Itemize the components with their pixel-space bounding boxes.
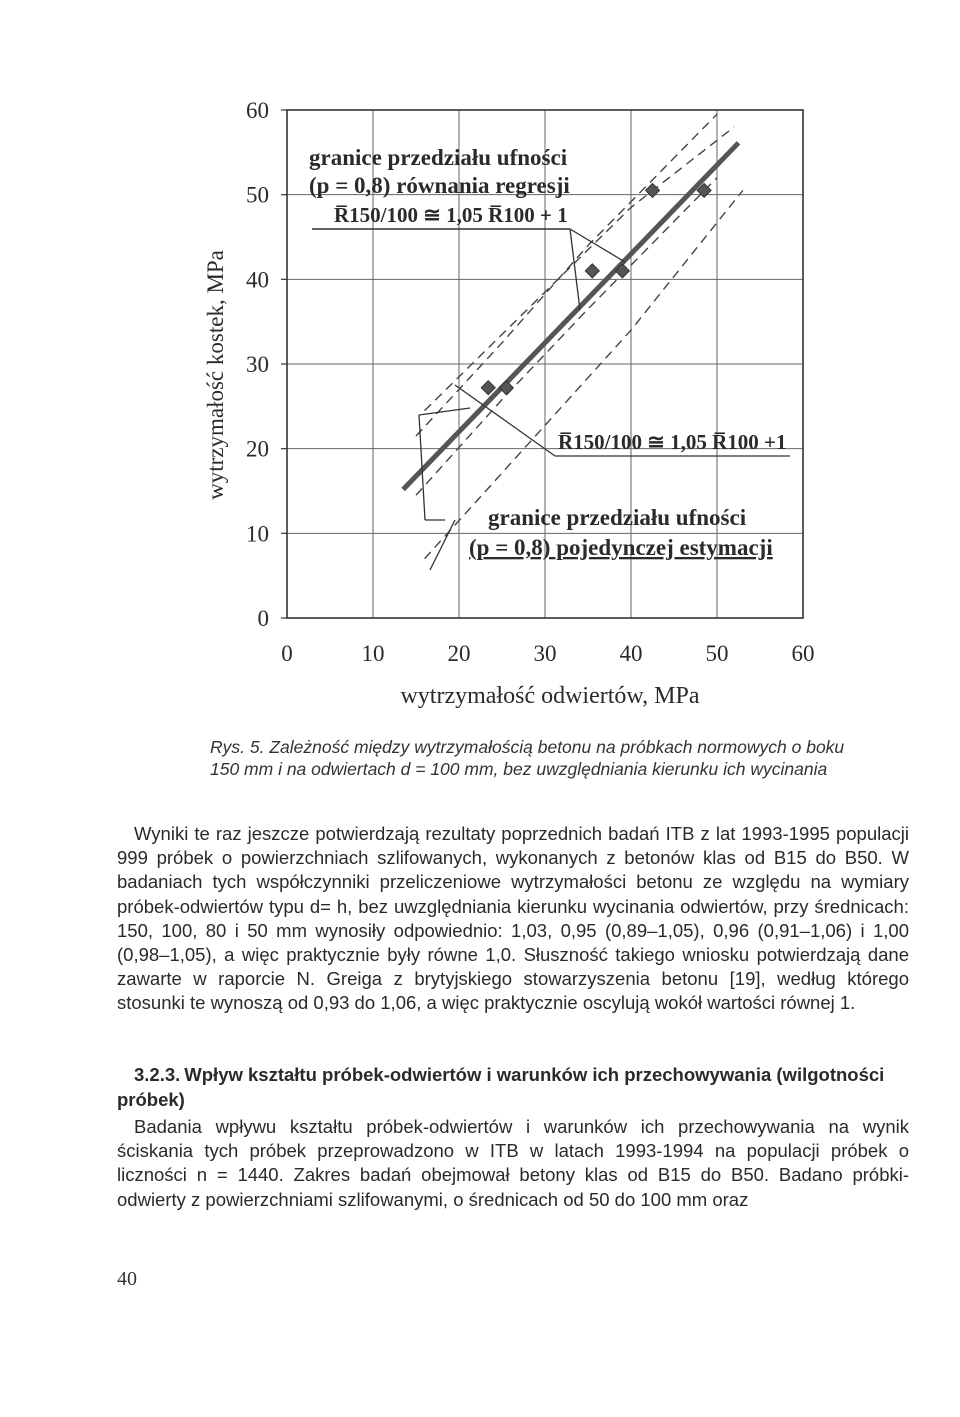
main-formula: R̅150/100 ≅ 1,05 R̅100 +1	[558, 430, 787, 454]
data-point	[585, 264, 599, 278]
x-tick-label: 40	[619, 641, 643, 666]
regression-band-sub: (p = 0,8) równania regresji	[309, 173, 570, 198]
paragraph-2	[117, 1115, 909, 1212]
y-tick-label: 10	[246, 521, 269, 547]
paragraph-1	[117, 822, 909, 1016]
regression-band-formula: R̅150/100 ≅ 1,05 R̅100 + 1	[334, 203, 568, 227]
x-tick-label: 60	[791, 641, 815, 666]
x-tick-label: 30	[533, 641, 557, 666]
individual-band-sub: (p = 0,8) pojedynczej estymacji	[469, 535, 773, 560]
section-number: 3.2.3.	[134, 1064, 181, 1085]
y-axis-label: wytrzymałość kostek, MPa	[203, 250, 228, 500]
paragraph-2-text: Badania wpływu kształtu próbek-odwiertów i warunków ich przechowywania na wynik ściskania tych próbek przeprowadzono w ITB w latach 1993-1994 na populacji próbek o liczności n = 1440. Zakres badań obejmował betony klas od B15 do B50. Badano próbki-odwierty z powierzchniami szlifowanymi, o średnicach od 50 do 100 mm oraz	[117, 1116, 909, 1210]
x-tick-label: 0	[281, 641, 293, 666]
page-number: 40	[117, 1268, 137, 1290]
y-tick-label: 60	[246, 98, 269, 123]
data-point	[481, 381, 495, 395]
section-heading	[117, 1062, 909, 1112]
y-tick-label: 20	[246, 436, 269, 462]
x-tick-label: 10	[361, 641, 385, 666]
figure-caption: Rys. 5. Zależność między wytrzymałością betonu na próbkach normowych o boku 150 mm i na odwiertach d = 100 mm, bez uwzględniania kierunku ich wycinania	[210, 737, 845, 779]
leader-regression-band-1	[570, 229, 580, 310]
x-axis-label: wytrzymałość odwiertów, MPa	[400, 683, 700, 709]
section-title: Wpływ kształtu próbek-odwiertów i warunków ich przechowywania (wilgotności próbek)	[117, 1064, 885, 1110]
y-tick-label: 0	[257, 606, 269, 631]
x-tick-labels	[281, 641, 814, 666]
data-point	[499, 381, 513, 395]
leader-individual-band-4	[430, 520, 455, 570]
x-tick-label: 20	[447, 641, 471, 666]
y-tick-label: 40	[246, 267, 269, 293]
regression-band-title: granice przedziału ufności	[309, 145, 568, 170]
x-tick-label: 50	[705, 641, 729, 666]
individual-band-title: granice przedziału ufności	[488, 505, 747, 530]
paragraph-1-text: Wyniki te raz jeszcze potwierdzają rezultaty poprzednich badań ITB z lat 1993-1995 populacji 999 próbek o powierzchniach szlifowanych, wykonanych z betonów klas od B15 do B50. W badaniach tych współczynniki przeliczeniowe wytrzymałości betonu ze względu na wymiary próbek-odwiertów typu d= h, bez uwzględniania kierunku wycinania odwiertów, przy średnicach: 150, 100, 80 i 50 mm wynosiły odpowiednio: 1,03, 0,95 (0,89–1,05), 0,96 (0,91–1,06) i 1,00 (0,98–1,05), a więc praktycznie były równe 1,0. Słuszność takiego wniosku potwierdzają dane zawarte w raporcie N. Greiga z brytyjskiego stowarzyszenia betonu [19], według którego stosunki te wynoszą od 0,93 do 1,06, a więc praktycznie oscylują wokół wartości równej 1.	[117, 823, 909, 1014]
y-tick-labels	[246, 98, 287, 631]
y-tick-label: 30	[246, 352, 269, 377]
data-point	[646, 183, 660, 197]
y-tick-label: 50	[246, 182, 269, 208]
